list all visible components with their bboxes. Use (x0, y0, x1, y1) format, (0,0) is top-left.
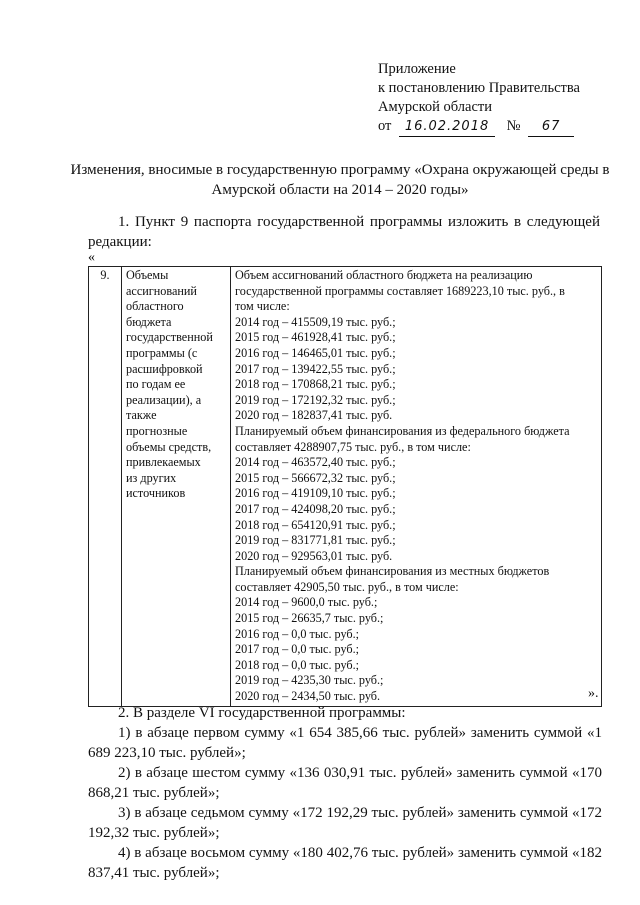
content-line: составляет 42905,50 тыс. руб., в том числе: (235, 579, 459, 594)
content-line: 2014 год – 9600,0 тыс. руб.; (235, 595, 378, 610)
name-line: ассигнований (126, 283, 197, 298)
content-line: 2018 год – 0,0 тыс. руб.; (235, 657, 360, 672)
name-line: Объемы (126, 268, 169, 282)
content-line: 2015 год – 461928,41 тыс. руб.; (235, 330, 396, 345)
name-line: областного (126, 299, 184, 314)
name-line: также (126, 408, 157, 423)
document-title: Изменения, вносимые в государственную программу «Охрана окружающей среды в Амурской области на 2014 – 2020 годы» (70, 162, 610, 198)
number-prefix: № (506, 118, 521, 134)
program-passport-table (88, 266, 602, 707)
name-line: источников (126, 486, 186, 501)
content-line: 2018 год – 170868,21 тыс. руб.; (235, 377, 396, 392)
content-line: 2020 год – 2434,50 тыс. руб. (235, 689, 381, 704)
content-line: Планируемый объем финансирования из местных бюджетов (235, 564, 550, 579)
row-content-cell (231, 267, 602, 707)
content-line: 2017 год – 424098,20 тыс. руб.; (235, 501, 396, 516)
content-line: том числе: (235, 299, 290, 314)
appendix-title: Приложение (378, 61, 456, 77)
content-line: 2015 год – 26635,7 тыс. руб.; (235, 611, 384, 626)
content-line: 2020 год – 182837,41 тыс. руб. (235, 408, 393, 423)
content-line: 2018 год – 654120,91 тыс. руб.; (235, 517, 396, 532)
appendix-decree: к постановлению Правительства (378, 80, 580, 96)
item-2-text: 2. В разделе VI государственной программы: (118, 705, 406, 721)
content-line: Объем ассигнований областного бюджета на реализацию (235, 268, 533, 282)
subitem-3: 3) в абзаце седьмом сумму «172 192,29 тыс. рублей» заменить суммой «172 192,32 тыс. рублей»; (88, 805, 602, 841)
opening-quote: « (88, 250, 95, 265)
name-line: прогнозные (126, 423, 188, 438)
content-line: 2019 год – 831771,81 тыс. руб.; (235, 533, 396, 548)
appendix-date-line (378, 117, 580, 137)
name-line: по годам ее (126, 377, 186, 392)
content-line: 2017 год – 139422,55 тыс. руб.; (235, 361, 396, 376)
handwritten-date: 16.02.2018 (399, 117, 495, 137)
content-line: 2019 год – 172192,32 тыс. руб.; (235, 392, 396, 407)
content-line: 2019 год – 4235,30 тыс. руб.; (235, 673, 384, 688)
name-line: государственной (126, 330, 213, 345)
date-prefix: от (378, 118, 392, 134)
content-line: 2014 год – 415509,19 тыс. руб.; (235, 314, 396, 329)
subitem-4: 4) в абзаце восьмом сумму «180 402,76 тыс. рублей» заменить суммой «182 837,41 тыс. рублей»; (88, 845, 602, 881)
content-line: 2016 год – 146465,01 тыс. руб.; (235, 345, 396, 360)
content-line: 2016 год – 419109,10 тыс. руб.; (235, 486, 396, 501)
handwritten-number: 67 (528, 117, 574, 137)
name-line: объемы средств, (126, 439, 212, 454)
content-line: составляет 4288907,75 тыс. руб., в том числе: (235, 439, 471, 454)
name-line: расшифровкой (126, 361, 203, 376)
subitem-2: 2) в абзаце шестом сумму «136 030,91 тыс. рублей» заменить суммой «170 868,21 тыс. рублей»; (88, 765, 602, 801)
item-1-text: 1. Пункт 9 паспорта государственной программы изложить в следующей редакции: (88, 214, 600, 250)
name-line: из других (126, 470, 177, 485)
name-line: привлекаемых (126, 455, 201, 470)
table-row (89, 267, 602, 707)
content-line: государственной программы составляет 1689223,10 тыс. руб., в (235, 283, 565, 298)
closing-quote: ». (588, 686, 599, 701)
appendix-region: Амурской области (378, 99, 492, 115)
content-line: 2015 год – 566672,32 тыс. руб.; (235, 470, 396, 485)
name-line: реализации), а (126, 392, 202, 407)
name-line: программы (с (126, 345, 198, 360)
subitem-1: 1) в абзаце первом сумму «1 654 385,66 тыс. рублей» заменить суммой «1 689 223,10 тыс. рублей»; (88, 725, 602, 761)
content-line: 2016 год – 0,0 тыс. руб.; (235, 626, 360, 641)
row-number-cell: 9. (89, 267, 122, 707)
content-line: 2020 год – 929563,01 тыс. руб. (235, 548, 393, 563)
content-line: 2014 год – 463572,40 тыс. руб.; (235, 455, 396, 470)
content-line: Планируемый объем финансирования из федерального бюджета (235, 423, 570, 438)
row-name-cell (122, 267, 231, 707)
name-line: бюджета (126, 314, 172, 329)
content-line: 2017 год – 0,0 тыс. руб.; (235, 642, 360, 657)
appendix-block (378, 60, 580, 137)
